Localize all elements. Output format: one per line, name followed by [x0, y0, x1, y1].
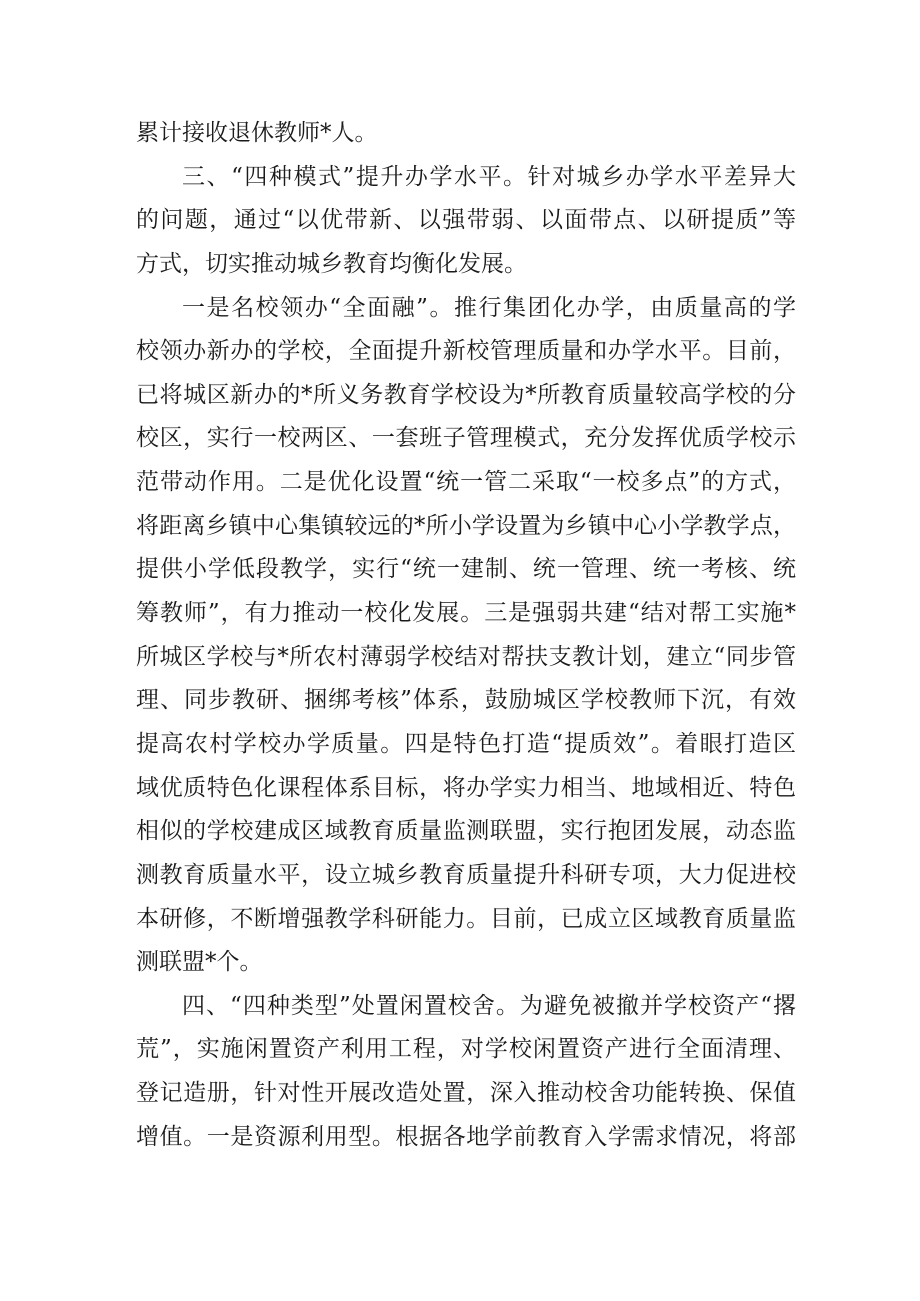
text-line: 荒”，实施闲置资产利用工程，对学校闲置资产进行全面清理、 — [136, 1036, 796, 1063]
text-line: 所城区学校与*所农村薄弱学校结对帮扶支教计划，建立“同步管 — [136, 643, 796, 670]
text-line: 校区，实行一校两区、一套班子管理模式，充分发挥优质学校示 — [136, 425, 796, 452]
text-line: 一是名校领办“全面融”。推行集团化办学，由质量高的学 — [182, 294, 796, 321]
text-line: 本研修，不断增强教学科研能力。目前，已成立区域教育质量监 — [136, 905, 796, 932]
text-line: 方式，切实推动城乡教育均衡化发展。 — [136, 250, 527, 277]
text-line: 校领办新办的学校，全面提升新校管理质量和办学水平。目前， — [136, 338, 796, 365]
text-line: 测教育质量水平，设立城乡教育质量提升科研专项，大力促进校 — [136, 861, 796, 888]
text-line: 已将城区新办的*所义务教育学校设为*所教育质量较高学校的分 — [136, 381, 796, 408]
text-line: 相似的学校建成区域教育质量监测联盟，实行抱团发展，动态监 — [136, 818, 796, 845]
text-line: 域优质特色化课程体系目标，将办学实力相当、地域相近、特色 — [136, 774, 796, 801]
text-line: 筹教师”，有力推动一校化发展。三是强弱共建“结对帮工实施* — [136, 600, 796, 627]
text-line: 登记造册，针对性开展改造处置，深入推动校舍功能转换、保值 — [136, 1080, 796, 1107]
text-line: 增值。一是资源利用型。根据各地学前教育入学需求情况，将部 — [136, 1123, 796, 1150]
document-body — [136, 112, 796, 1159]
text-line: 测联盟*个。 — [136, 949, 263, 976]
text-line: 理、同步教研、捆绑考核”体系，鼓励城区学校教师下沉，有效 — [136, 687, 796, 714]
text-line: 累计接收退休教师*人。 — [136, 120, 378, 146]
text-line: 范带动作用。二是优化设置“统一管二采取“一校多点”的方式， — [136, 469, 796, 496]
text-line: 将距离乡镇中心集镇较远的*所小学设置为乡镇中心小学教学点， — [136, 512, 796, 539]
text-line: 提高农村学校办学质量。四是特色打造“提质效”。着眼打造区 — [136, 730, 796, 757]
text-line: 的问题，通过“以优带新、以强带弱、以面带点、以研提质”等 — [136, 207, 796, 234]
text-line: 提供小学低段教学，实行“统一建制、统一管理、统一考核、统 — [136, 556, 796, 583]
text-line: 三、“四种模式”提升办学水平。针对城乡办学水平差异大 — [182, 163, 796, 190]
text-line: 四、“四种类型”处置闲置校舍。为避免被撤并学校资产“撂 — [182, 992, 796, 1019]
